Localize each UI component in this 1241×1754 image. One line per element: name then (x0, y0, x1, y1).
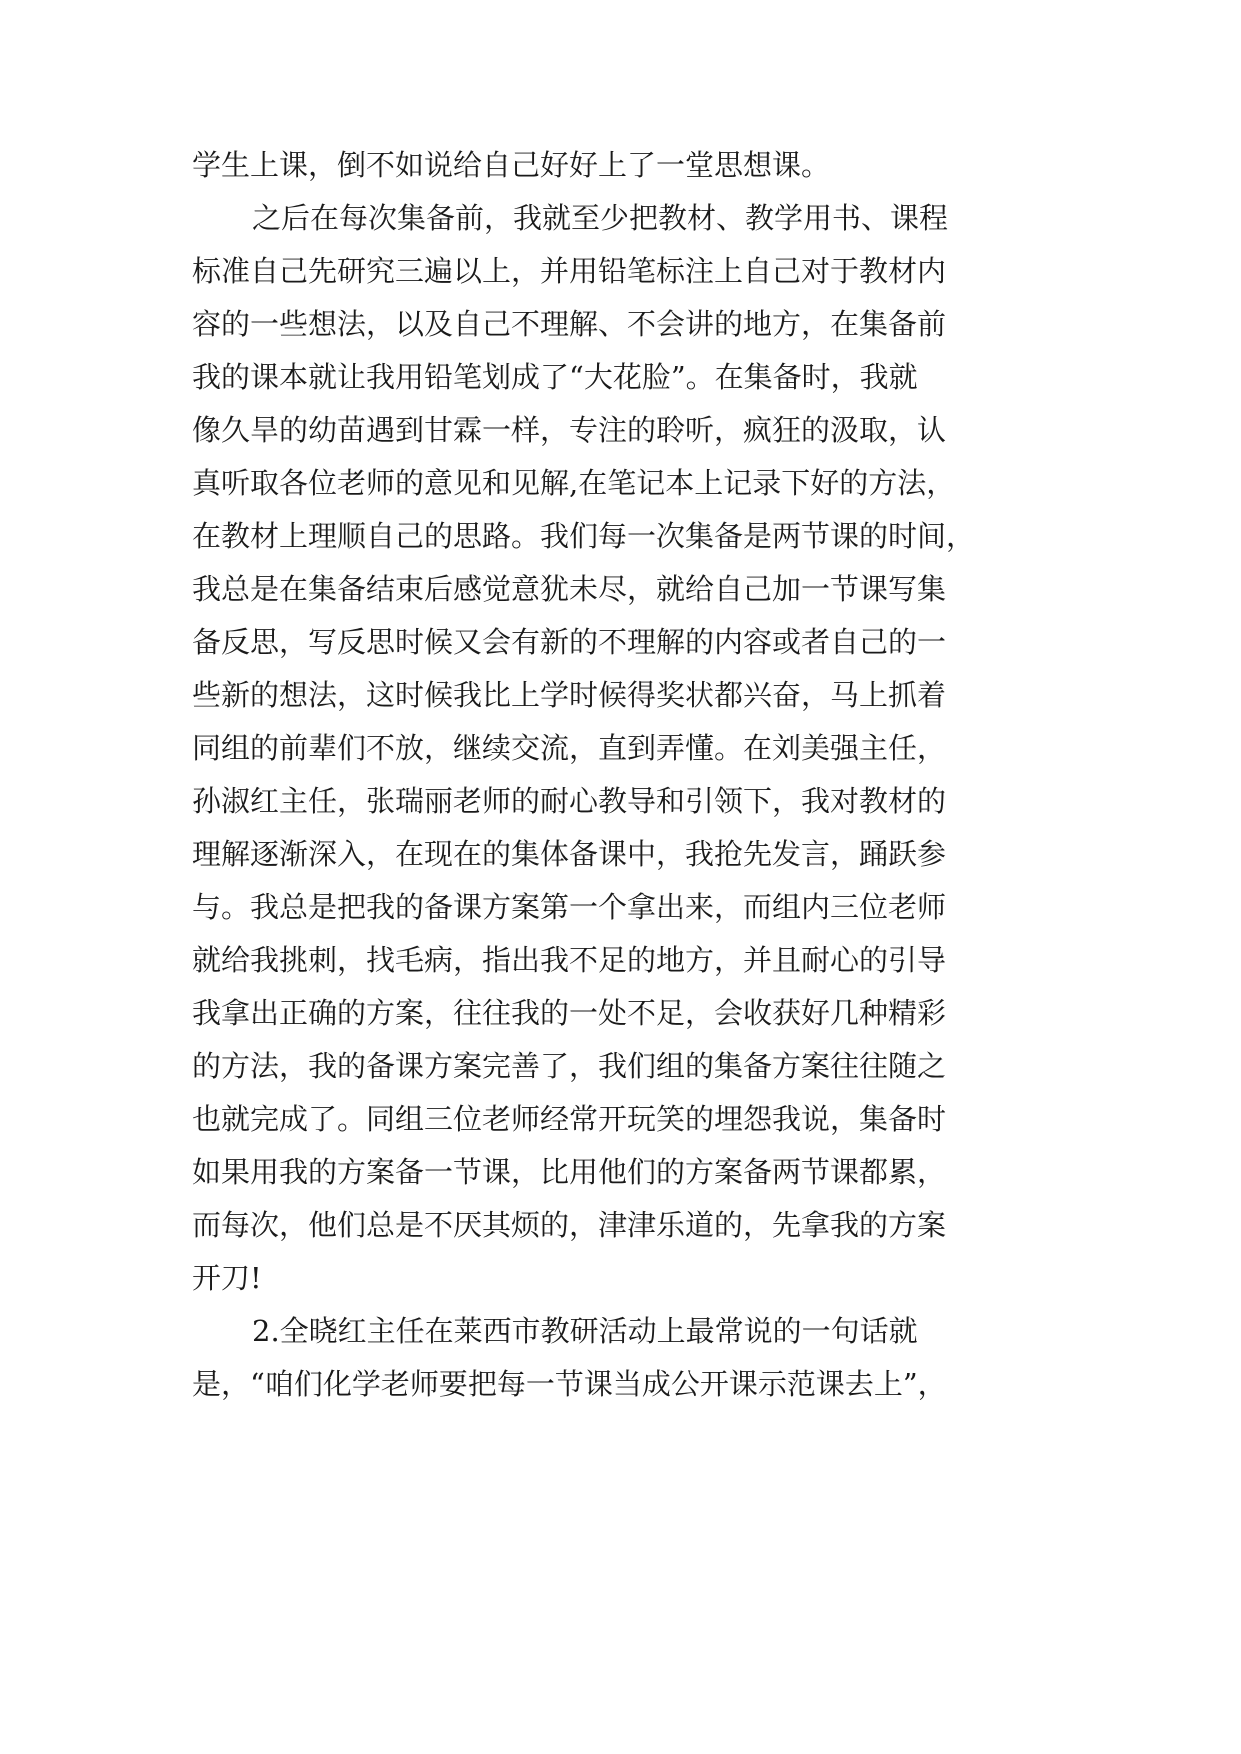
text-line: 我拿出正确的方案，往往我的一处不足，会收获好几种精彩 (192, 996, 947, 1030)
text-line: 我总是在集备结束后感觉意犹未尽，就给自己加一节课写集 (192, 572, 947, 606)
text-line: 也就完成了。同组三位老师经常开玩笑的埋怨我说，集备时 (192, 1102, 947, 1136)
text-line: 与。我总是把我的备课方案第一个拿出来，而组内三位老师 (192, 890, 947, 924)
text-line: 标准自己先研究三遍以上，并用铅笔标注上自己对于教材内 (192, 254, 947, 288)
text-line: 开刀! (192, 1261, 262, 1295)
text-line: 同组的前辈们不放，继续交流，直到弄懂。在刘美强主任， (192, 731, 947, 765)
text-line: 孙淑红主任，张瑞丽老师的耐心教导和引领下，我对教材的 (192, 784, 947, 818)
text-line: 我的课本就让我用铅笔划成了“大花脸”。在集备时，我就 (192, 360, 918, 394)
text-line: 像久旱的幼苗遇到甘霖一样，专注的聆听，疯狂的汲取，认 (192, 413, 947, 447)
text-line: 真听取各位老师的意见和见解,在笔记本上记录下好的方法， (192, 466, 956, 500)
text-line: 容的一些想法，以及自己不理解、不会讲的地方，在集备前 (192, 307, 947, 341)
paragraph-first-line: 之后在每次集备前，我就至少把教材、教学用书、课程 (252, 201, 949, 235)
text-line: 而每次，他们总是不厌其烦的，津津乐道的，先拿我的方案 (192, 1208, 947, 1242)
text-line: 就给我挑刺，找毛病，指出我不足的地方，并且耐心的引导 (192, 943, 947, 977)
text-line: 学生上课，倒不如说给自己好好上了一堂思想课。 (192, 148, 831, 182)
text-line: 的方法，我的备课方案完善了，我们组的集备方案往往随之 (192, 1049, 947, 1083)
text-line: 在教材上理顺自己的思路。我们每一次集备是两节课的时间， (192, 519, 976, 553)
text-line: 理解逐渐深入，在现在的集体备课中，我抢先发言，踊跃参 (192, 837, 947, 871)
text-line: 些新的想法，这时候我比上学时候得奖状都兴奋，马上抓着 (192, 678, 947, 712)
text-line: 如果用我的方案备一节课，比用他们的方案备两节课都累， (192, 1155, 947, 1189)
text-line: 备反思，写反思时候又会有新的不理解的内容或者自己的一 (192, 625, 947, 659)
paragraph-first-line: 2.全晓红主任在莱西市教研活动上最常说的一句话就 (252, 1314, 918, 1348)
text-line: 是，“咱们化学老师要把每一节课当成公开课示范课去上”， (192, 1367, 947, 1401)
